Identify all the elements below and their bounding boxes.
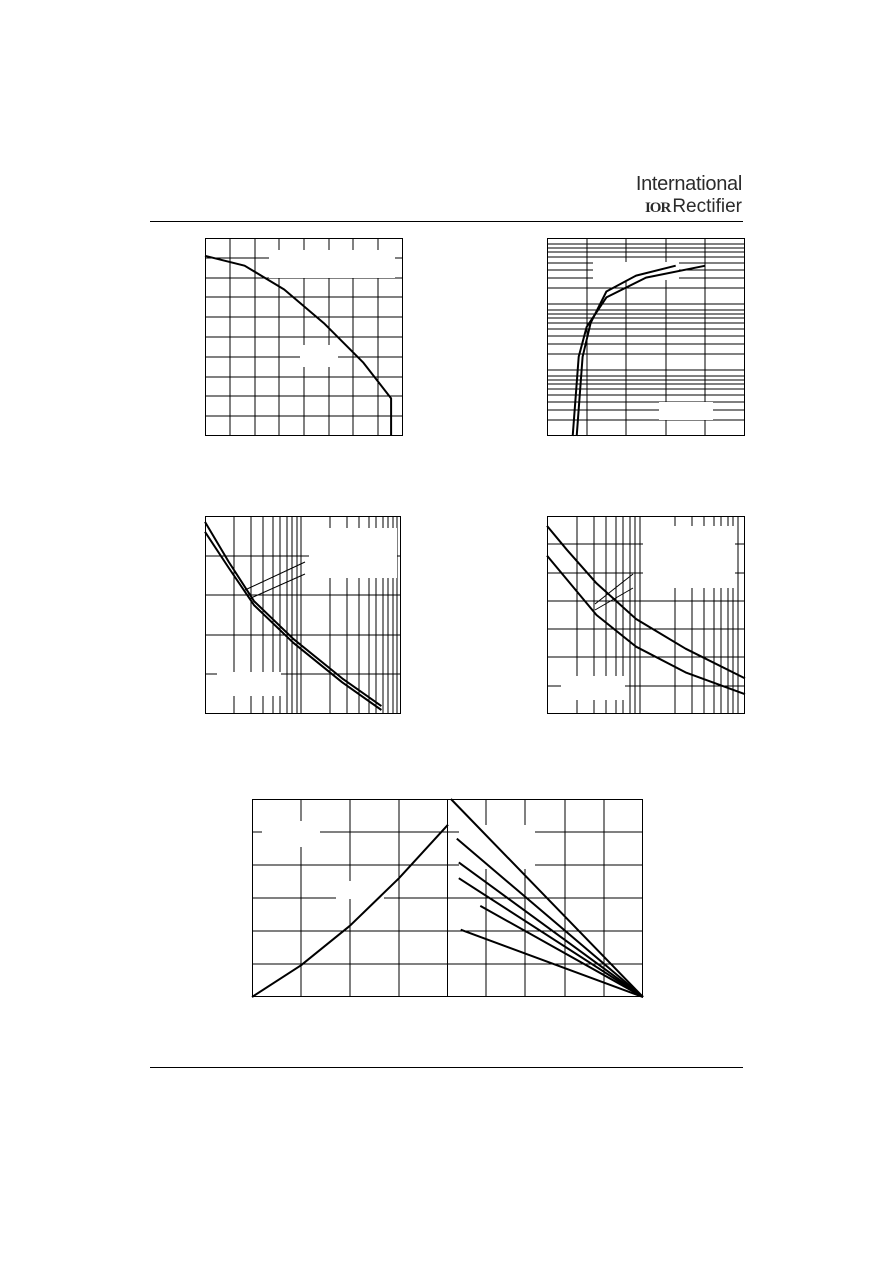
fig-top-right-label-box [659,402,713,420]
header-rule [150,221,743,222]
fig-bottom-left-label-box-2 [336,881,384,899]
brand-logo [636,172,742,219]
fig-mid-right-label-box [561,676,625,700]
fig-bottom-right-line-6 [461,930,643,997]
fig-top-right [547,238,745,436]
fig-mid-left [205,516,401,714]
fig-bottom-left [252,799,448,997]
fig-mid-left-leader-1 [245,562,305,590]
footer-rule [150,1067,743,1068]
fig-mid-right-legend-box [643,526,735,588]
fig-bottom-right-line-2 [457,839,643,997]
brand-name-line1: International [635,173,742,195]
fig-top-left-legend-box [269,250,395,278]
fig-top-left [205,238,403,436]
fig-bottom-right-line-5 [480,906,643,997]
fig-top-right-legend-box [593,262,679,280]
fig-mid-right [547,516,745,714]
fig-top-left-curve [205,256,391,436]
fig-bottom-left-label-box [262,821,320,847]
fig-top-left-series [205,256,391,436]
brand-name-line2-row [636,196,742,219]
fig-mid-left-legend-box [309,528,397,578]
ior-logo-mark: IOR [644,200,671,216]
fig-mid-left-label-box [217,672,281,696]
fig-bottom-right [447,799,643,997]
brand-name-line2: Rectifier [672,196,742,217]
fig-top-left-label-box [300,345,338,367]
